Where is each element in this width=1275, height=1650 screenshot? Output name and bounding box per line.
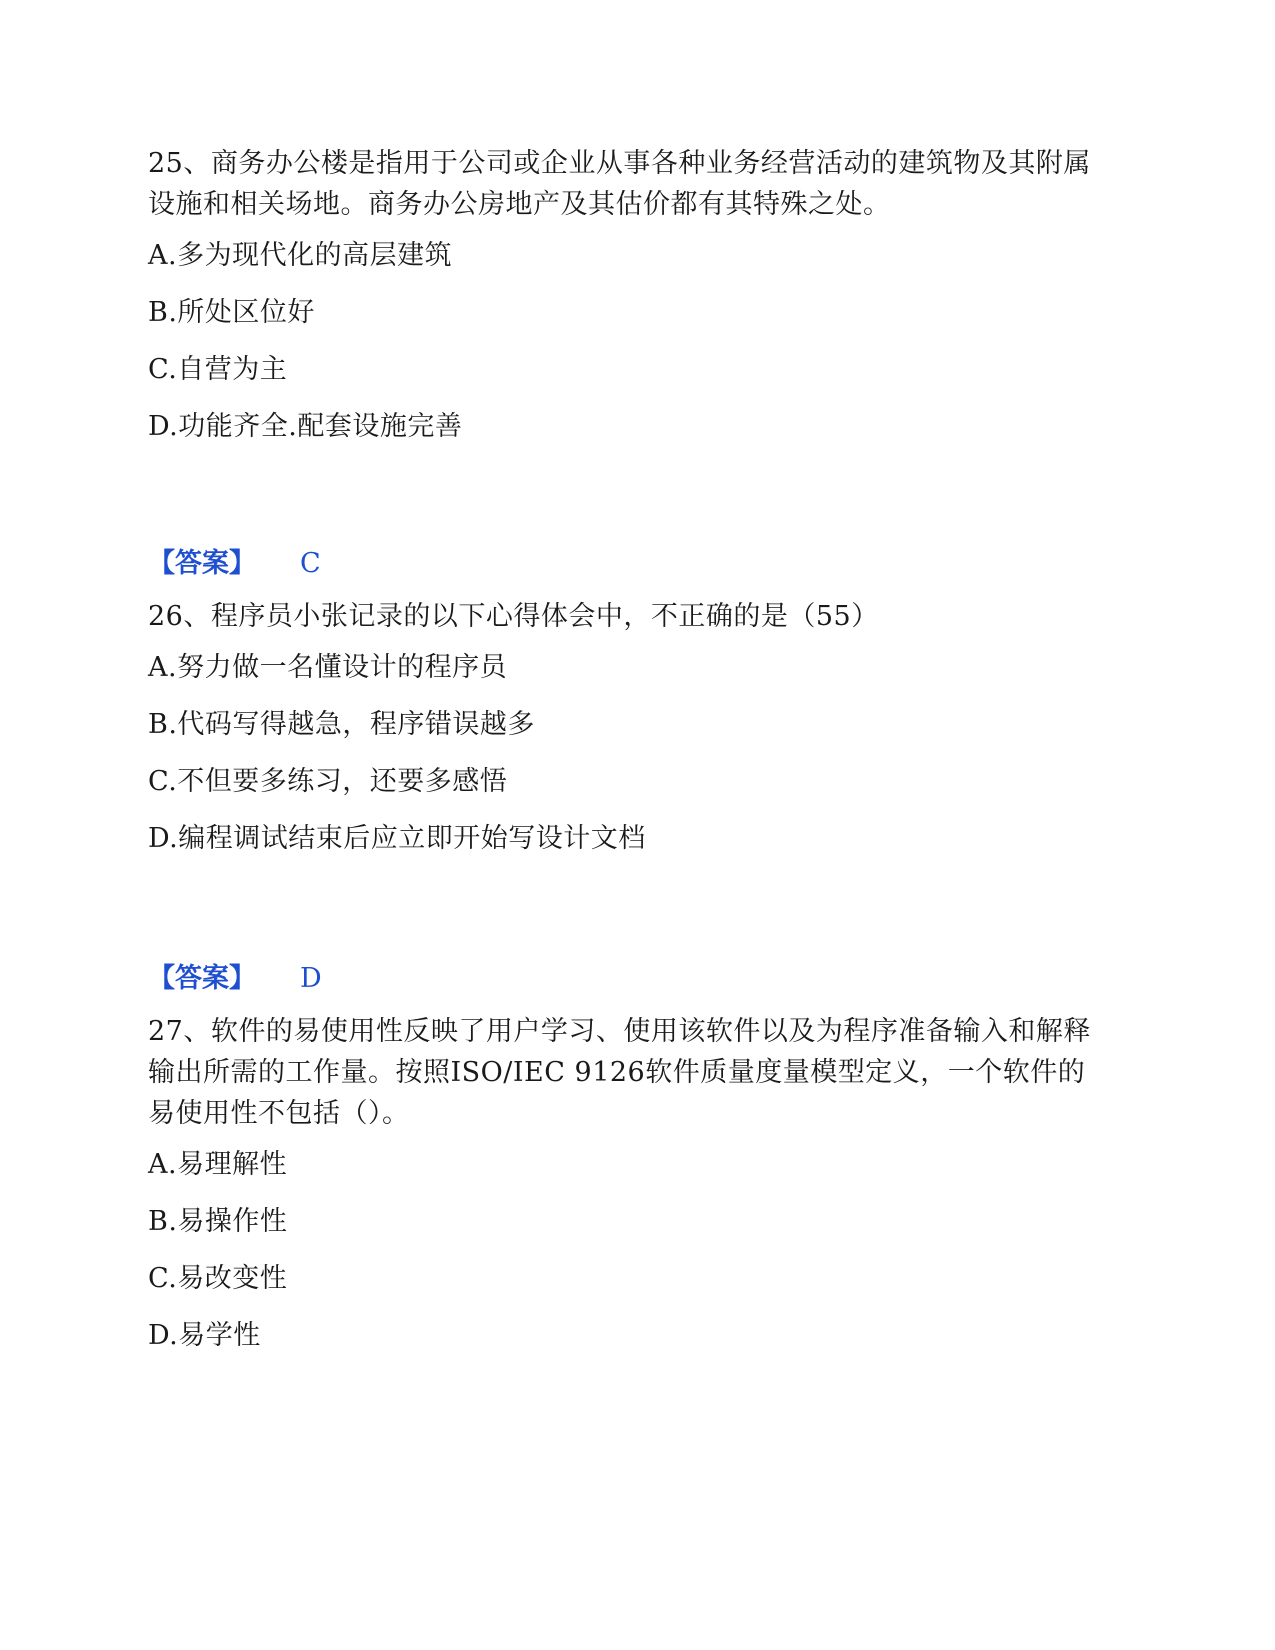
option-c: C.不但要多练习，还要多感悟 xyxy=(148,766,508,797)
question-stem: 25、商务办公楼是指用于公司或企业从事各种业务经营活动的建筑物及其附属设施和相关场地。商务办公房地产及其估价都有其特殊之处。 xyxy=(148,148,1091,220)
answer-label: 【答案】 xyxy=(148,548,256,579)
answer-value: D xyxy=(300,963,322,994)
option-b: B.所处区位好 xyxy=(148,297,315,328)
question-27 xyxy=(148,1011,1108,1372)
option-list xyxy=(148,647,1108,875)
option-c: C.易改变性 xyxy=(148,1263,288,1294)
answer-value: C xyxy=(300,548,321,579)
option-list xyxy=(148,235,1108,463)
question-stem: 26、程序员小张记录的以下心得体会中，不正确的是（55） xyxy=(148,601,879,632)
option-list xyxy=(148,1144,1108,1372)
option-c: C.自营为主 xyxy=(148,354,288,385)
option-a: A.努力做一名懂设计的程序员 xyxy=(148,652,508,683)
question-26 xyxy=(148,596,1108,875)
option-a: A.多为现代化的高层建筑 xyxy=(148,240,453,271)
option-d: D.易学性 xyxy=(148,1320,261,1351)
question-stem: 27、软件的易使用性反映了用户学习、使用该软件以及为程序准备输入和解释输出所需的工作量。按照ISO/IEC 9126软件质量度量模型定义，一个软件的易使用性不包括（）。 xyxy=(148,1016,1091,1129)
answer-label: 【答案】 xyxy=(148,963,256,994)
answer-25 xyxy=(148,543,321,584)
answer-26 xyxy=(148,958,322,999)
option-d: D.编程调试结束后应立即开始写设计文档 xyxy=(148,823,646,854)
option-d: D.功能齐全.配套设施完善 xyxy=(148,411,463,442)
option-b: B.代码写得越急，程序错误越多 xyxy=(148,709,535,740)
question-25 xyxy=(148,143,1108,463)
option-a: A.易理解性 xyxy=(148,1149,288,1180)
option-b: B.易操作性 xyxy=(148,1206,288,1237)
